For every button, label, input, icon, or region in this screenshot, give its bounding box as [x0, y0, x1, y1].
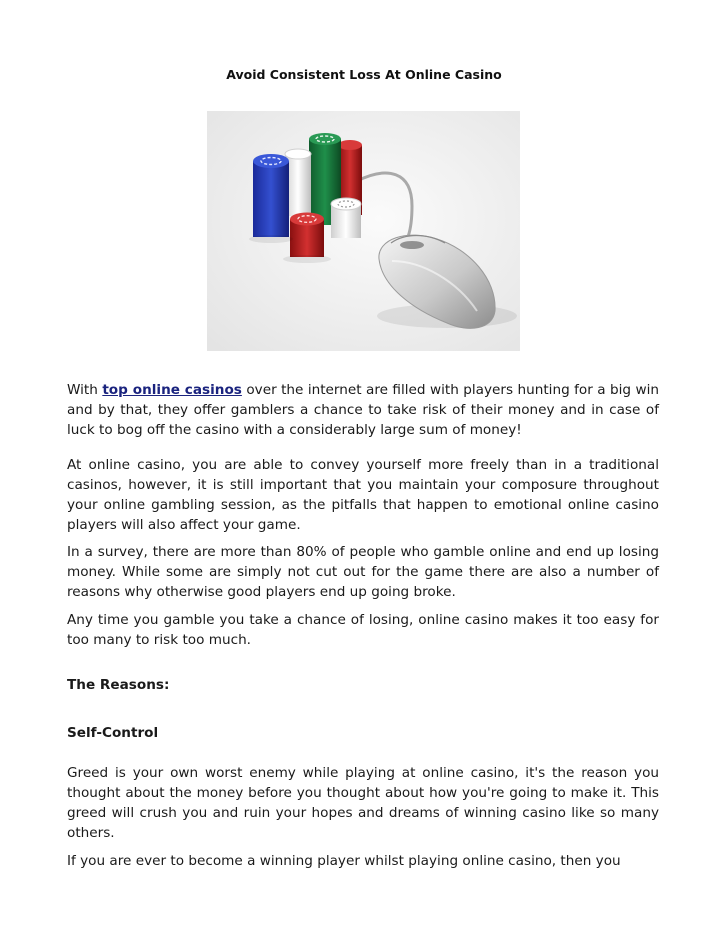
paragraph-1-suffix: over the internet are filled with players hunting for a big win and by that, they offer gamblers a chance to take risk of their money and in case of luck to bog off the casino with a considerably large sum of money! [67, 382, 660, 438]
paragraph-2: At online casino, you are able to convey yourself more freely than in a traditional casinos, however, it is still important that you maintain your composure throughout your online gambling session, as the pitfalls that happen to emotional online casino players will also affect your game. [67, 457, 659, 533]
paragraph-5: Greed is your own worst enemy while playing at online casino, it's the reason you thought about the money before you thought about how you're going to make it. This greed will crush you and ruin your hopes and dreams of winning casino like so many others. [67, 765, 659, 841]
paragraph-4: Any time you gamble you take a chance of losing, online casino makes it too easy for too many to risk too much. [67, 612, 659, 648]
paragraph-6: If you are ever to become a winning player whilst playing online casino, then you [67, 853, 621, 869]
section-heading-reasons: The Reasons: [67, 677, 170, 693]
paragraph-1-prefix: With [67, 382, 103, 398]
top-online-casinos-link[interactable]: top online casinos [102, 382, 242, 398]
paragraph-3: In a survey, there are more than 80% of people who gamble online and end up losing money. While some are simply not cut out for the game there are also a number of reasons why otherwise good players end up going broke. [67, 544, 659, 600]
document-title: Avoid Consistent Loss At Online Casino [226, 67, 502, 82]
casino-chips-mouse-image [207, 111, 520, 351]
paragraph-1 [67, 380, 659, 440]
section-heading-self-control: Self-Control [67, 725, 159, 741]
